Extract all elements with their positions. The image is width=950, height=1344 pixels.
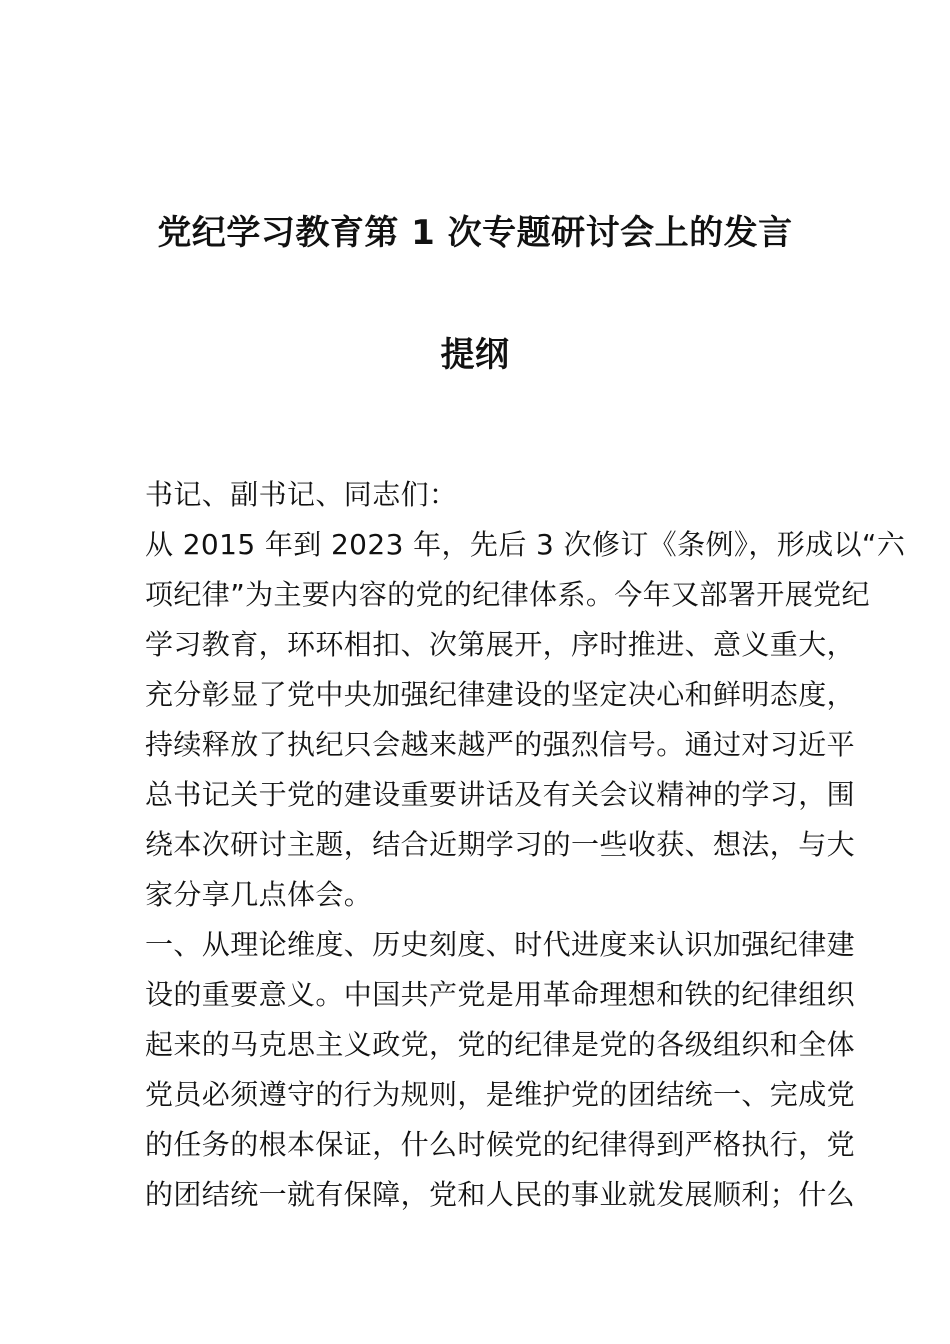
body-line: 的任务的根本保证，什么时候党的纪律得到严格执行，党 <box>145 1128 856 1161</box>
document-title-line-1: 党纪学习教育第 1 次专题研讨会上的发言 <box>157 213 793 253</box>
body-line: 从 2015 年到 2023 年，先后 3 次修订《条例》，形成以“六 <box>145 528 906 561</box>
body-line: 项纪律”为主要内容的党的纪律体系。今年又部署开展党纪 <box>145 578 870 611</box>
salutation-line: 书记、副书记、同志们： <box>145 478 458 511</box>
body-line: 家分享几点体会。 <box>145 878 373 911</box>
body-line: 党员必须遵守的行为规则，是维护党的团结统一、完成党 <box>145 1078 856 1111</box>
body-line: 起来的马克思主义政党，党的纪律是党的各级组织和全体 <box>145 1028 856 1061</box>
body-line: 绕本次研讨主题，结合近期学习的一些收获、想法，与大 <box>145 828 856 861</box>
body-line: 总书记关于党的建设重要讲话及有关会议精神的学习，围 <box>145 778 856 811</box>
body-line: 设的重要意义。中国共产党是用革命理想和铁的纪律组织 <box>145 978 856 1011</box>
body-line: 的团结统一就有保障，党和人民的事业就发展顺利；什么 <box>145 1178 856 1211</box>
document-title-line-2: 提纲 <box>440 335 510 375</box>
body-line: 持续释放了执纪只会越来越严的强烈信号。通过对习近平 <box>145 728 856 761</box>
document-body <box>145 470 906 1220</box>
body-line: 充分彰显了党中央加强纪律建设的坚定决心和鲜明态度， <box>145 678 856 711</box>
body-line: 学习教育，环环相扣、次第展开，序时推进、意义重大， <box>145 628 856 661</box>
section-heading-line: 一、从理论维度、历史刻度、时代进度来认识加强纪律建 <box>145 928 856 961</box>
